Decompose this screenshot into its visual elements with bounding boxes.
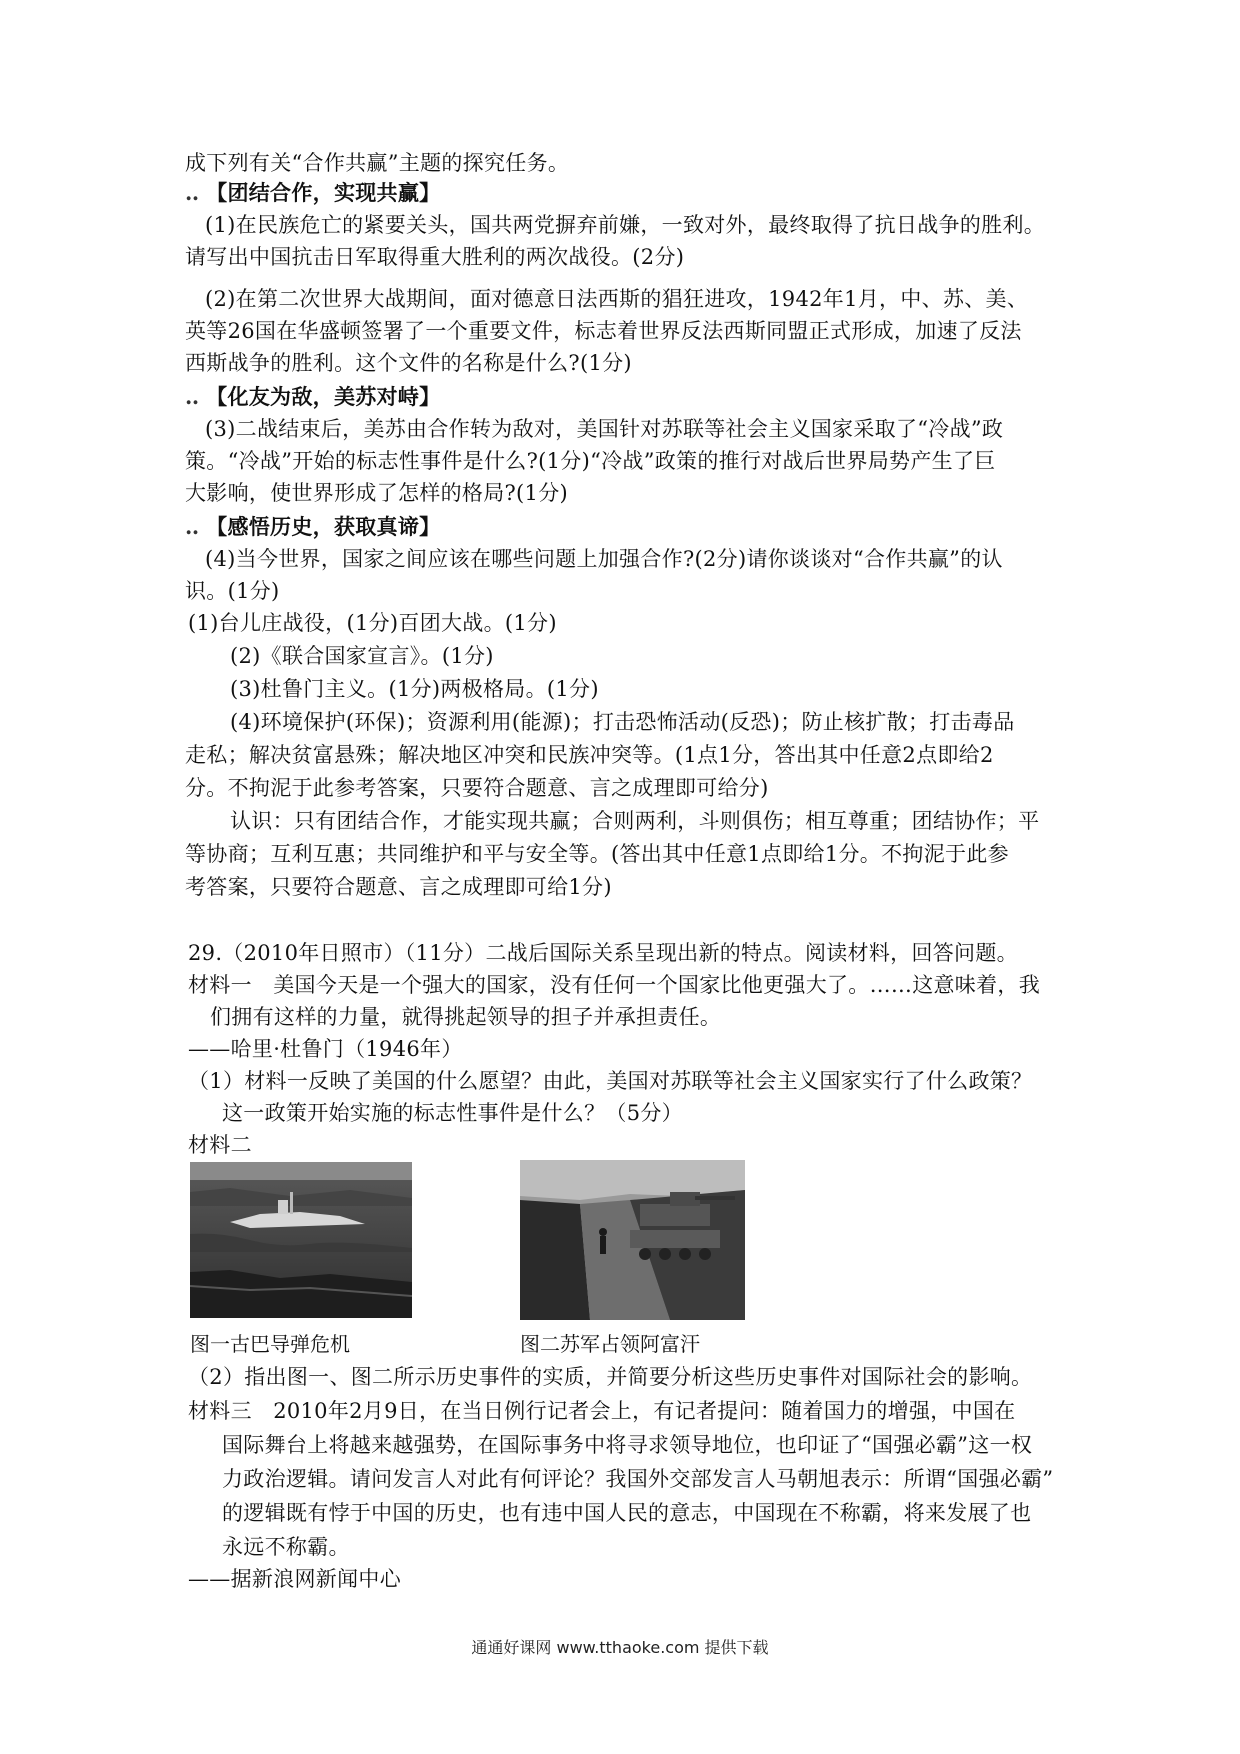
material-1-source: ——哈里·杜鲁门（1946年） (188, 1037, 463, 1061)
q1-line-1: (1)在民族危亡的紧要关头，国共两党摒弃前嫌，一致对外，最终取得了抗日战争的胜利。 (205, 213, 1046, 237)
sub-question-1-line-2: 这一政策开始实施的标志性事件是什么？（5分） (222, 1101, 683, 1125)
section-dots: ‥ (185, 180, 201, 205)
answer-4-line-1: (4)环境保护(环保)；资源利用(能源)；打击恐怖活动(反恐)；防止核扩散；打击毒品 (230, 710, 1015, 734)
q4-line-1: (4)当今世界，国家之间应该在哪些问题上加强合作?(2分)请你谈谈对“合作共赢”的认 (205, 547, 1003, 571)
intro-text: 成下列有关“合作共赢”主题的探究任务。 (185, 151, 570, 175)
material-3-source: ——据新浪网新闻中心 (188, 1567, 401, 1591)
q3-line-1: (3)二战结束后，美苏由合作转为敌对，美国针对苏联等社会主义国家采取了“冷战”政 (205, 417, 1004, 441)
material-1-line-1: 材料一 美国今天是一个强大的国家，没有任何一个国家比他更强大了。……这意味着，我 (188, 973, 1040, 997)
answer-4-line-2: 走私；解决贫富悬殊；解决地区冲突和民族冲突等。(1点1分，答出其中任意2点即给2 (185, 743, 994, 767)
section-title: 【团结合作，实现共赢】 (206, 180, 441, 205)
q2-line-3: 西斯战争的胜利。这个文件的名称是什么?(1分) (185, 351, 632, 375)
section-dots: ‥ (185, 384, 201, 409)
material-1-line-2: 们拥有这样的力量，就得挑起领导的担子并承担责任。 (210, 1005, 722, 1029)
q2-line-2: 英等26国在华盛顿签署了一个重要文件，标志着世界反法西斯同盟正式形成，加速了反法 (185, 319, 1022, 343)
sub-question-1-line-1: （1）材料一反映了美国的什么愿望？由此，美国对苏联等社会主义国家实行了什么政策？ (188, 1069, 1033, 1093)
sub-question-2: （2）指出图一、图二所示历史事件的实质，并简要分析这些历史事件对国际社会的影响。 (188, 1365, 1033, 1389)
q1-line-2: 请写出中国抗击日军取得重大胜利的两次战役。(2分) (185, 245, 685, 269)
answer-insight-line-1: 认识：只有团结合作，才能实现共赢；合则两利，斗则俱伤；相互尊重；团结协作；平 (230, 809, 1040, 833)
section-title: 【感悟历史，获取真谛】 (206, 514, 441, 539)
afghanistan-occupation-photo (520, 1160, 745, 1320)
q4-line-2: 识。(1分) (185, 579, 280, 603)
answer-4-line-3: 分。不拘泥于此参考答案，只要符合题意、言之成理即可给分) (185, 776, 769, 800)
material-3-line-1: 材料三 2010年2月9日，在当日例行记者会上，有记者提问：随着国力的增强，中国在 (188, 1399, 1016, 1423)
section-title: 【化友为敌，美苏对峙】 (206, 384, 441, 409)
material-3-line-3: 力政治逻辑。请问发言人对此有何评论？我国外交部发言人马朝旭表示：所谓“国强必霸” (222, 1467, 1054, 1491)
figure-1-caption: 图一古巴导弹危机 (190, 1332, 350, 1356)
q29-header: 29.（2010年日照市）（11分）二战后国际关系呈现出新的特点。阅读材料，回答问题。 (188, 941, 1018, 965)
answer-insight-line-3: 考答案，只要符合题意、言之成理即可给1分) (185, 875, 612, 899)
material-2-label: 材料二 (188, 1133, 252, 1157)
q3-line-3: 大影响，使世界形成了怎样的格局?(1分) (185, 481, 569, 505)
material-3-line-4: 的逻辑既有悖于中国的历史，也有违中国人民的意志，中国现在不称霸，将来发展了也 (222, 1501, 1032, 1525)
answer-3: (3)杜鲁门主义。(1分)两极格局。(1分) (230, 677, 599, 701)
section-heading-2 (185, 382, 440, 412)
section-dots: ‥ (185, 514, 201, 539)
answer-2: (2)《联合国家宣言》。(1分) (230, 644, 494, 668)
q3-line-2: 策。“冷战”开始的标志性事件是什么?(1分)“冷战”政策的推行对战后世界局势产生了巨 (185, 449, 996, 473)
answer-1: (1)台儿庄战役，(1分)百团大战。(1分) (188, 611, 557, 635)
q2-line-1: (2)在第二次世界大战期间，面对德意日法西斯的猖狂进攻，1942年1月，中、苏、美、 (205, 287, 1029, 311)
page-footer: 通通好课网 www.tthaoke.com 提供下载 (471, 1638, 769, 1657)
answer-insight-line-2: 等协商；互利互惠；共同维护和平与安全等。(答出其中任意1点即给1分。不拘泥于此参 (185, 842, 1009, 866)
material-3-line-5: 永远不称霸。 (222, 1535, 350, 1559)
material-3-line-2: 国际舞台上将越来越强势，在国际事务中将寻求领导地位，也印证了“国强必霸”这一权 (222, 1433, 1033, 1457)
cuban-missile-crisis-photo (190, 1162, 412, 1318)
section-heading-3 (185, 512, 440, 542)
section-heading-1 (185, 178, 440, 208)
figure-2-caption: 图二苏军占领阿富汗 (520, 1332, 700, 1356)
